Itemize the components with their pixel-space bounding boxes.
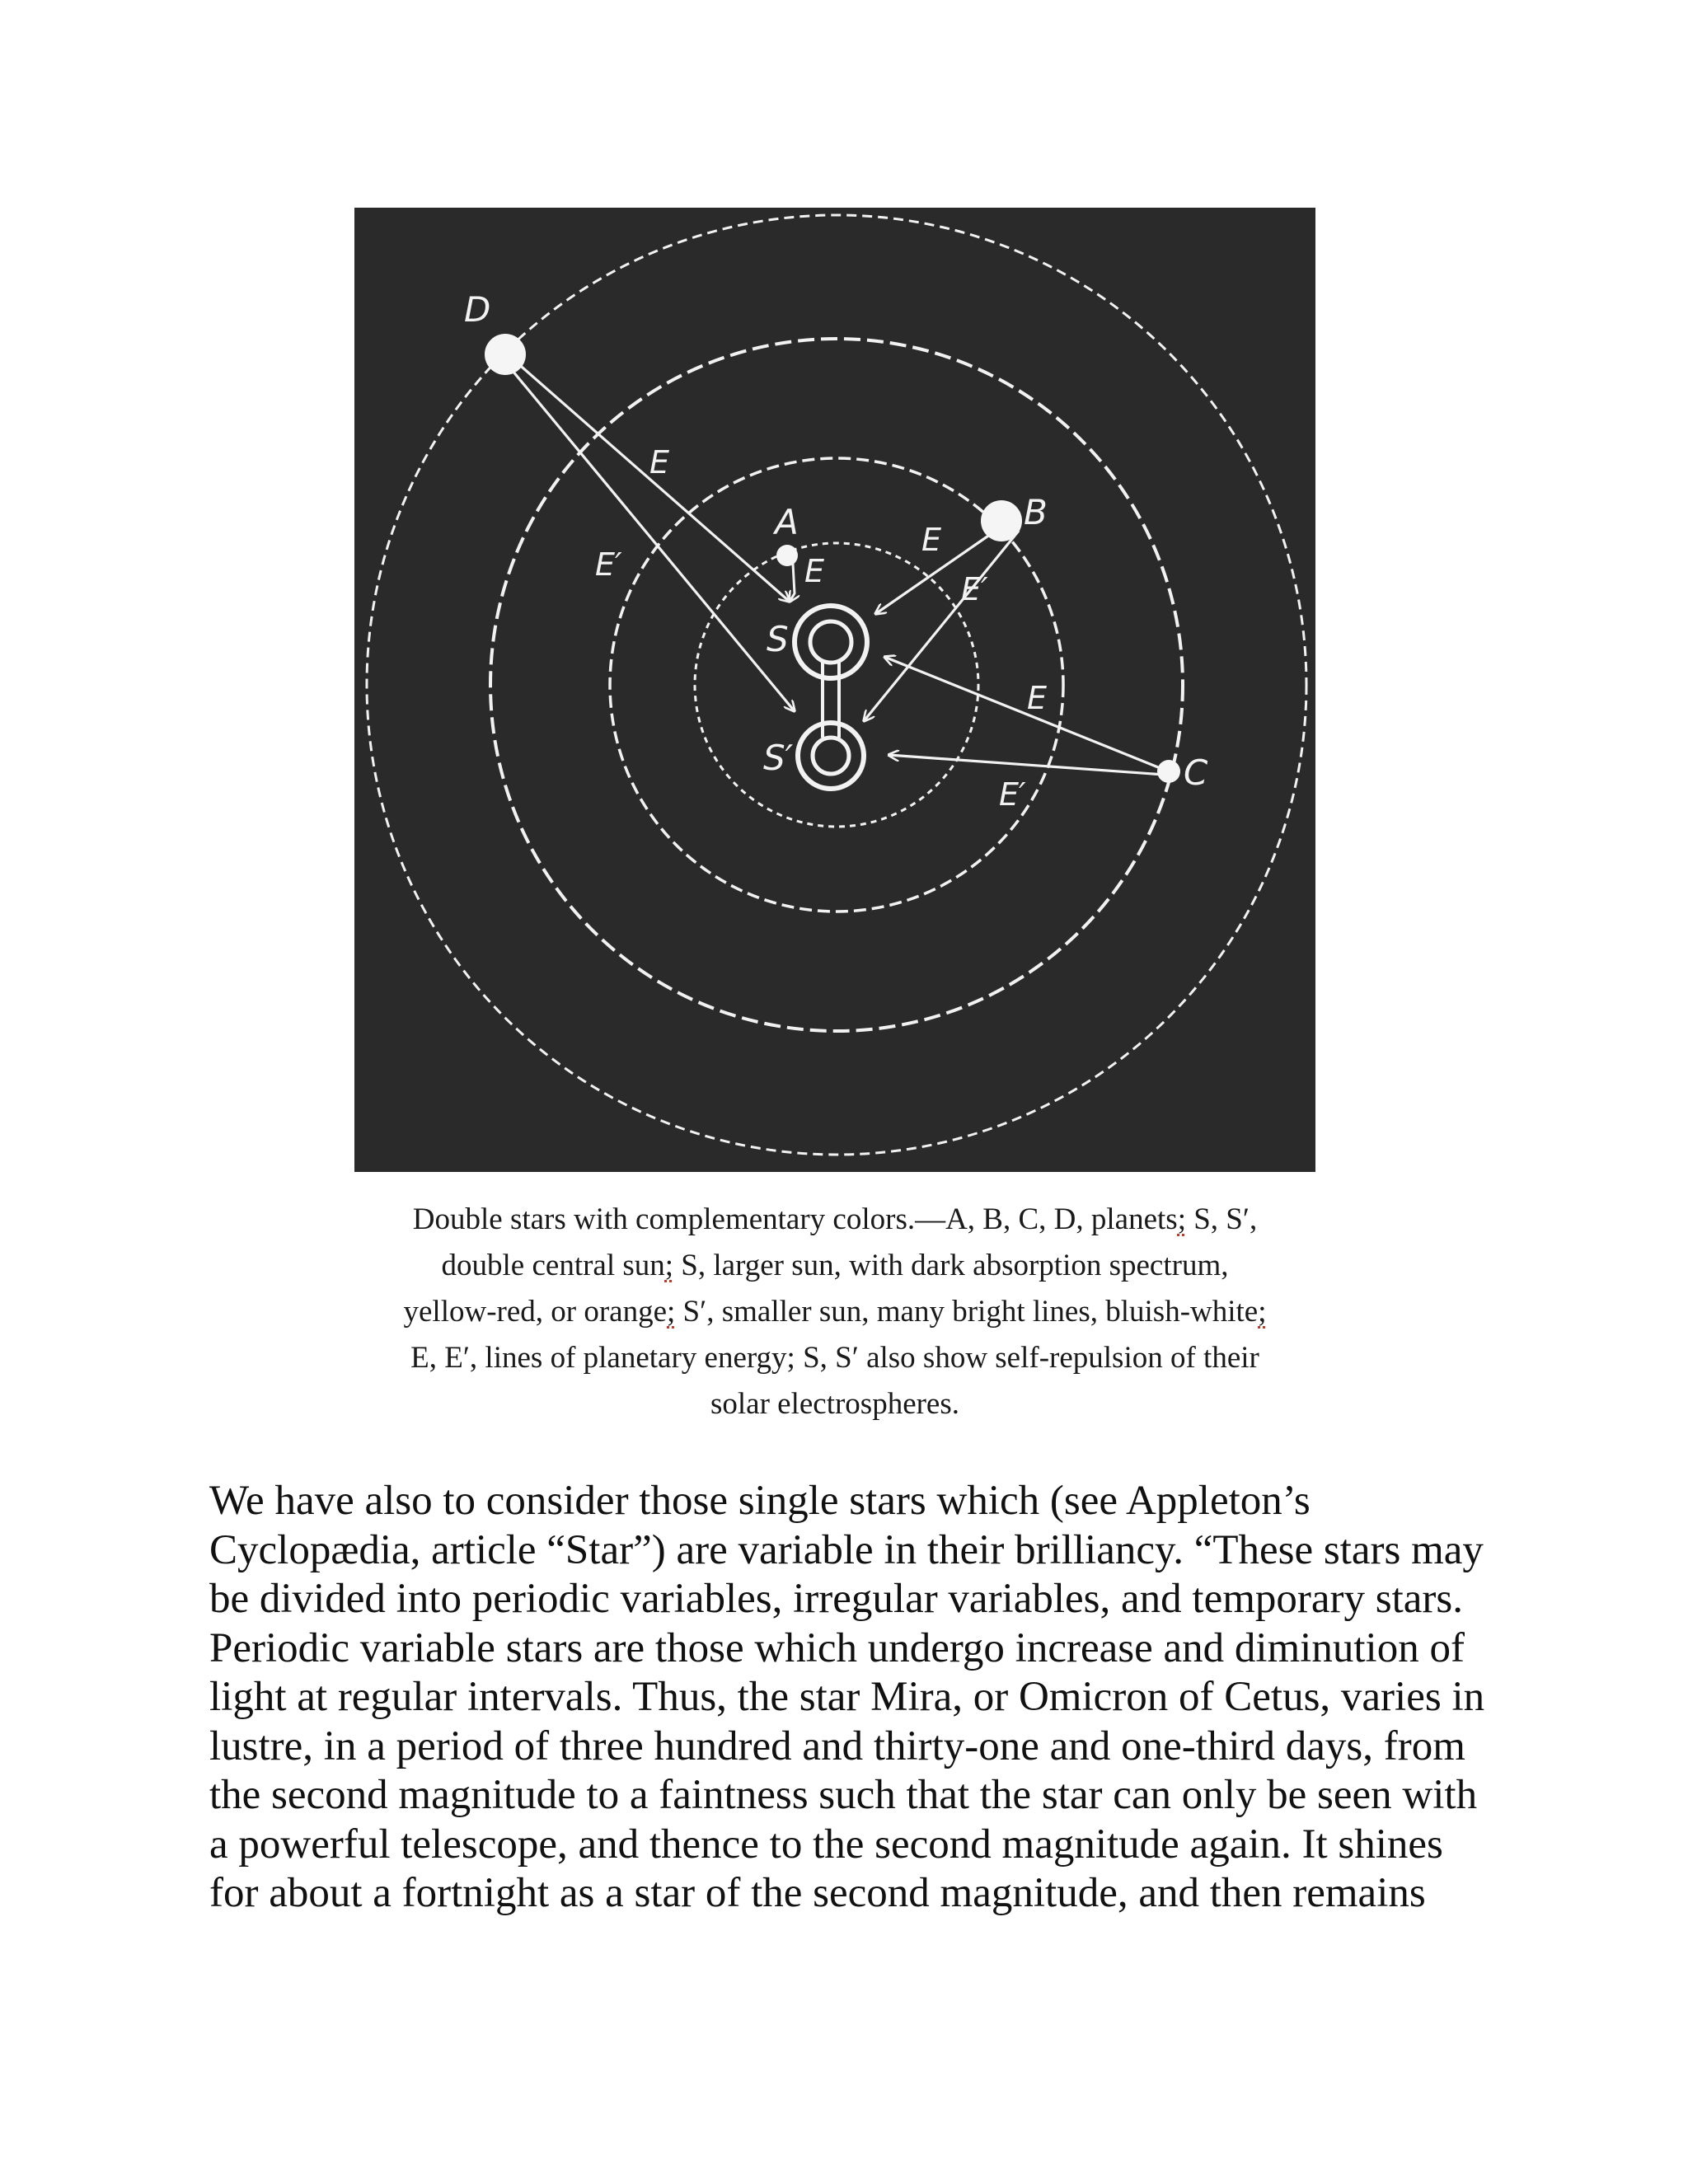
label-planet-c: C: [1184, 752, 1208, 793]
text-line: We have also to consider those single stars which (see Appleton’s: [209, 1478, 1311, 1524]
planet-d: [485, 334, 526, 375]
label-energy-prime-b: E′: [961, 571, 988, 607]
energy-line-d-s-prime: [504, 361, 795, 711]
label-planet-b: B: [1024, 492, 1048, 532]
body-paragraph: [209, 1477, 1495, 1919]
text-line: lustre, in a period of three hundred and thirty-one and one-third days, from: [209, 1722, 1465, 1769]
planet-b: [981, 500, 1022, 541]
orbit-diagram-figure: [354, 208, 1315, 1172]
orbit-ring-1: [695, 543, 978, 827]
orbit-ring-3: [490, 339, 1183, 1031]
caption-line: Double stars with complementary colors.—A, B, C, D, planets; S, S′,: [412, 1202, 1258, 1236]
caption-line: solar electrospheres.: [710, 1387, 960, 1421]
text-line: Periodic variable stars are those which undergo increase and diminution of: [209, 1624, 1465, 1671]
label-energy-prime-d: E′: [595, 546, 622, 583]
energy-line-a-s: [790, 564, 795, 602]
text-line: for about a fortnight as a star of the second magnitude, and then remains: [209, 1870, 1426, 1916]
text-line: Cyclopædia, article “Star”) are variable in their brilliancy. “These stars may: [209, 1526, 1484, 1573]
label-energy-b: E: [921, 522, 942, 558]
energy-line-c-s-prime: [889, 755, 1165, 775]
energy-line-b-s-prime: [864, 531, 1019, 721]
text-line: a powerful telescope, and thence to the second magnitude again. It shines: [209, 1821, 1443, 1868]
label-energy-c: E: [1027, 680, 1048, 716]
label-sun-s: S: [767, 619, 789, 659]
orbit-diagram: [354, 208, 1315, 1172]
caption-line: double central sun; S, larger sun, with dark absorption spectrum,: [441, 1249, 1229, 1282]
planet-a: [776, 545, 798, 566]
sun-connector: [823, 663, 839, 738]
text-line: the second magnitude to a faintness such that the star can only be seen with: [209, 1772, 1478, 1818]
label-energy-prime-c: E′: [999, 776, 1026, 813]
caption-line: yellow-red, or orange; S′, smaller sun, many bright lines, bluish-white;: [403, 1295, 1267, 1329]
sun-s: [795, 606, 867, 678]
label-energy-d: E: [649, 444, 670, 480]
label-planet-d: D: [464, 289, 491, 330]
label-energy-a: E: [804, 553, 825, 589]
energy-line-c-s: [884, 657, 1166, 771]
sun-s-prime: [798, 723, 864, 789]
planet-c: [1157, 760, 1180, 783]
text-line: light at regular intervals. Thus, the star Mira, or Omicron of Cetus, varies in: [209, 1674, 1485, 1720]
figure-caption: [330, 1197, 1340, 1427]
text-line: be divided into periodic variables, irregular variables, and temporary stars.: [209, 1576, 1463, 1622]
label-sun-s-prime: S′: [763, 738, 794, 778]
label-planet-a: A: [775, 502, 799, 542]
caption-line: E, E′, lines of planetary energy; S, S′ also show self-repulsion of their: [410, 1341, 1259, 1375]
